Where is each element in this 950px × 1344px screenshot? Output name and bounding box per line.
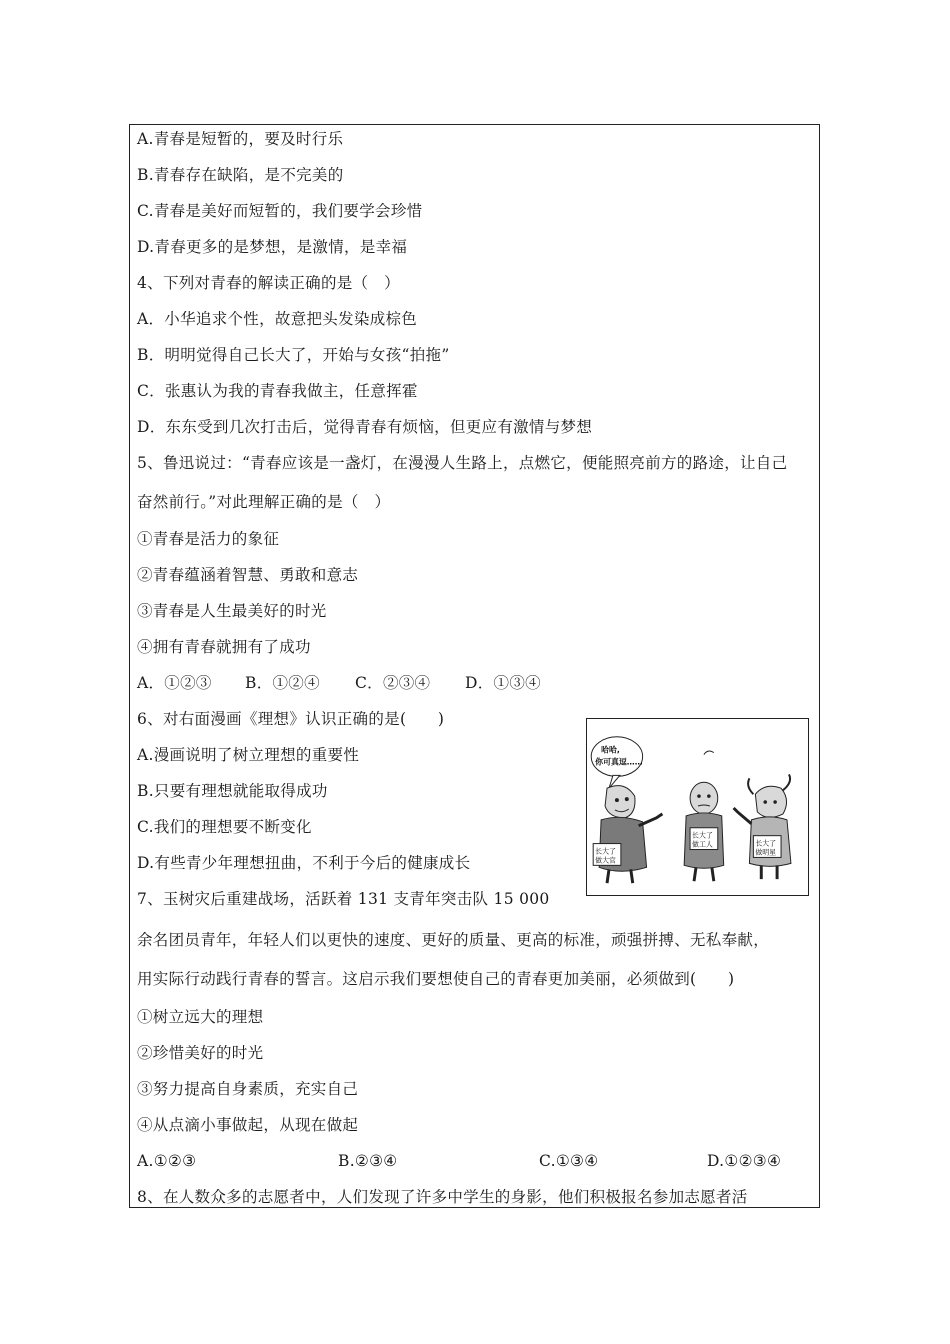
q6-option-a: A.漫画说明了树立理想的重要性 — [137, 746, 360, 764]
q7-options — [137, 1151, 781, 1171]
q7-option-a: A.①②③ — [137, 1152, 197, 1170]
q7-stem-line1: 7、玉树灾后重建战场，活跃着 131 支青年突击队 15 000 — [137, 890, 550, 908]
boy-left-figure — [593, 786, 662, 884]
q6-option-d: D.有些青少年理想扭曲，不利于今后的健康成长 — [137, 854, 471, 872]
q6-stem: 6、对右面漫画《理想》认识正确的是( ) — [137, 710, 445, 728]
bubble-line-2: 你可真逗…… — [595, 757, 643, 767]
q4-option-c: C．张惠认为我的青春我做主，任意挥霍 — [137, 382, 418, 400]
sign-right-line-1: 长大了 — [755, 839, 777, 848]
q4-option-b: B．明明觉得自己长大了，开始与女孩“拍拖” — [137, 346, 450, 364]
q5-item-3: ③青春是人生最美好的时光 — [137, 602, 327, 620]
q5-options — [137, 673, 541, 693]
q3-option-b: B.青春存在缺陷，是不完美的 — [137, 166, 344, 184]
q7-option-b: B.②③④ — [338, 1152, 398, 1170]
q5-stem-line2: 奋然前行。”对此理解正确的是（ ） — [137, 493, 391, 511]
q4-stem: 4、下列对青春的解读正确的是（ ） — [137, 274, 400, 292]
q5-option-d: D．①③④ — [465, 674, 541, 692]
speech-bubble — [591, 737, 642, 788]
q5-stem-line1: 5、鲁迅说过：“青春应该是一盏灯，在漫漫人生路上，点燃它，便能照亮前方的路途，让自己 — [137, 454, 788, 472]
q3-option-d: D.青春更多的是梦想，是激情，是幸福 — [137, 238, 408, 256]
sign-middle-line-2: 做工人 — [692, 840, 713, 849]
q5-item-4: ④拥有青春就拥有了成功 — [137, 638, 311, 656]
q5-option-c: C．②③④ — [355, 674, 431, 692]
q5-option-a: A．①②③ — [137, 674, 212, 692]
q4-option-a: A．小华追求个性，故意把头发染成棕色 — [137, 310, 418, 328]
q5-item-2: ②青春蕴涵着智慧、勇敢和意志 — [137, 566, 359, 584]
q5-option-b: B．①②④ — [245, 674, 320, 692]
q3-option-c: C.青春是美好而短暂的，我们要学会珍惜 — [137, 202, 423, 220]
sign-left-line-2: 做大官 — [595, 856, 616, 865]
q8-stem-line1: 8、在人数众多的志愿者中，人们发现了许多中学生的身影，他们积极报名参加志愿者活 — [137, 1188, 748, 1206]
sign-right-line-2: 做明星 — [755, 848, 777, 857]
q4-option-d: D．东东受到几次打击后，觉得青春有烦恼，但更应有激情与梦想 — [137, 418, 593, 436]
q3-option-a: A.青春是短暂的，要及时行乐 — [137, 130, 344, 148]
ideal-cartoon-image — [586, 718, 809, 896]
q7-item-2: ②珍惜美好的时光 — [137, 1044, 264, 1062]
q7-option-c: C.①③④ — [539, 1152, 599, 1170]
q7-item-4: ④从点滴小事做起，从现在做起 — [137, 1116, 359, 1134]
q6-option-b: B.只要有理想就能取得成功 — [137, 782, 328, 800]
q7-stem-line2: 余名团员青年，年轻人们以更快的速度、更好的质量、更高的标准，顽强拼搏、无私奉献， — [137, 931, 770, 949]
q7-item-3: ③努力提高自身素质，充实自己 — [137, 1080, 359, 1098]
girl-right-figure — [734, 774, 791, 879]
sign-left-line-1: 长大了 — [595, 847, 616, 856]
q5-item-1: ①青春是活力的象征 — [137, 530, 280, 548]
q7-option-d: D.①②③④ — [707, 1152, 782, 1170]
q6-option-c: C.我们的理想要不断变化 — [137, 818, 312, 836]
sign-middle-line-1: 长大了 — [692, 831, 713, 840]
q7-item-1: ①树立远大的理想 — [137, 1008, 264, 1026]
bubble-line-1: 哈哈, — [601, 745, 620, 755]
q7-stem-line3: 用实际行动践行青春的誓言。这启示我们要想使自己的青春更加美丽，必须做到( ) — [137, 970, 735, 988]
boy-middle-figure — [684, 751, 724, 881]
